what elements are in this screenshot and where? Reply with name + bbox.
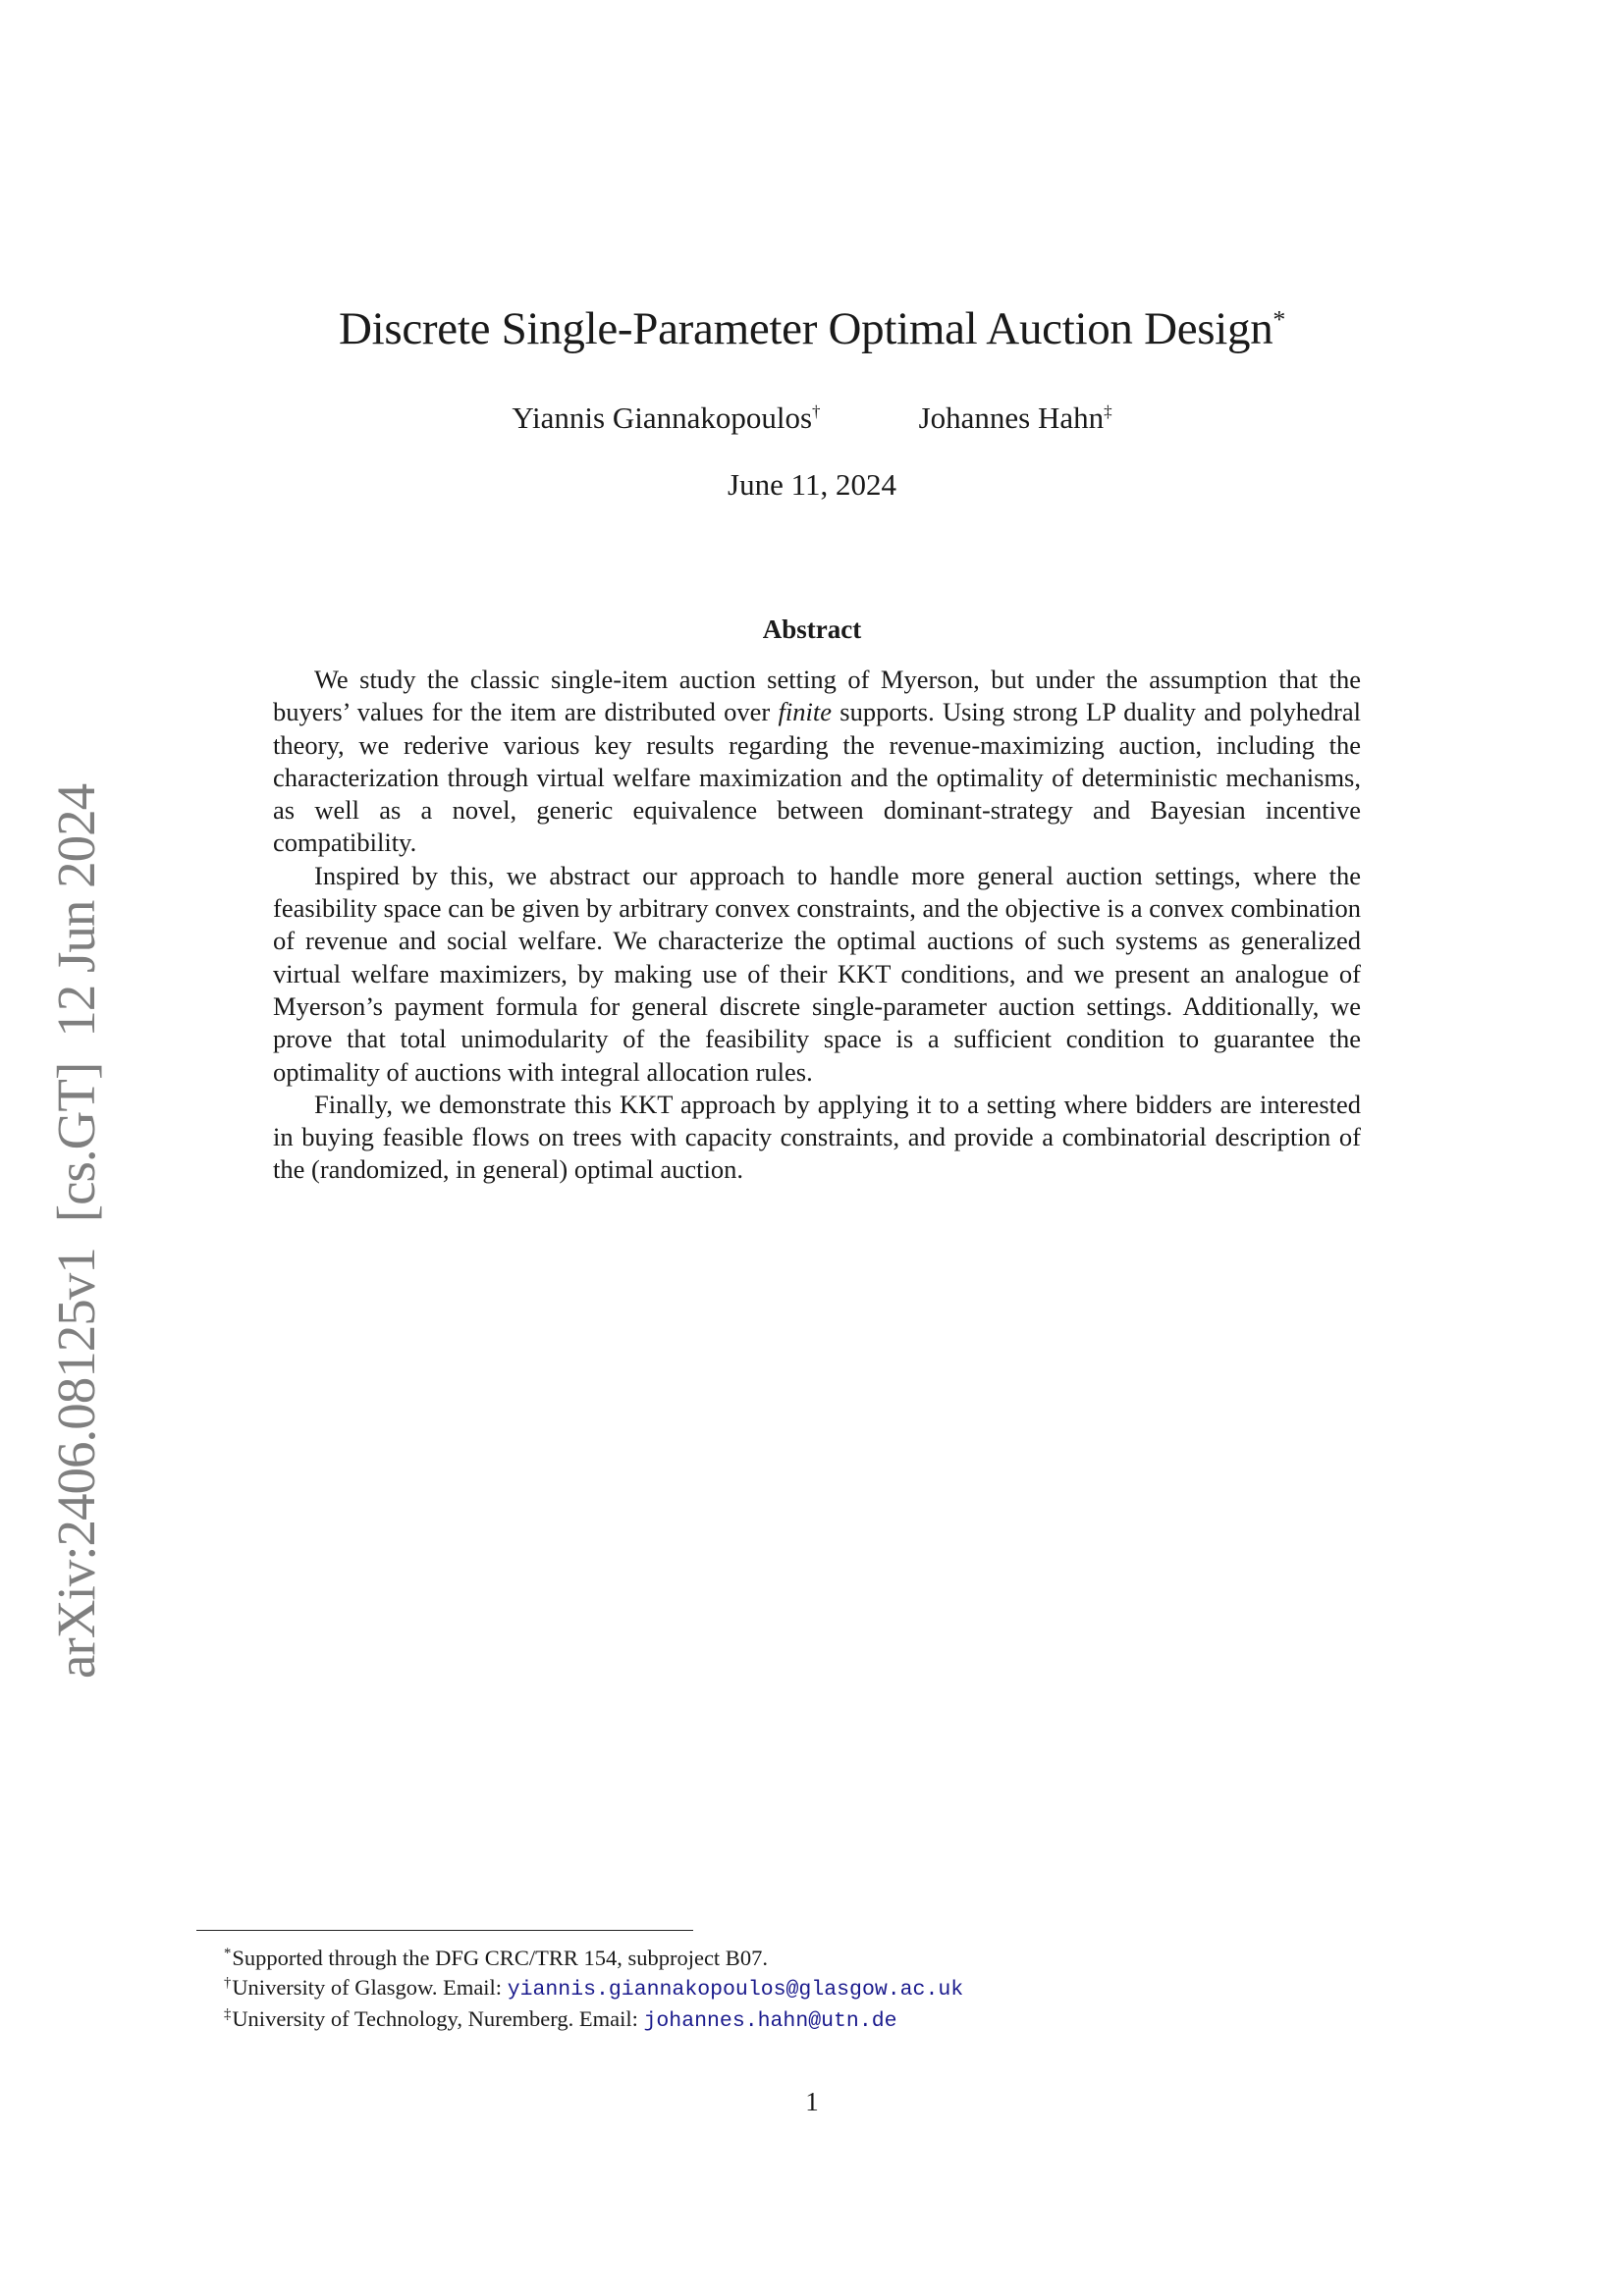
paper-title (0, 299, 1624, 358)
arxiv-date: 12 Jun 2024 (46, 783, 106, 1038)
abstract-text: supports. Using strong LP duality and polyhedral theory, we rederive various key results regarding the revenue-maximizing auction, including the characterization through virtual welfare maximization and the optimality of deterministic mechanisms, as well as a novel, generic equivalence between dominant-strategy and Bayesian incentive compatibility. (273, 697, 1361, 858)
email-link-giannakopoulos[interactable]: yiannis.giannakopoulos@glasgow.ac.uk (507, 1978, 964, 2002)
author-footnote-mark[interactable]: ‡ (1104, 401, 1112, 421)
author-1 (512, 399, 820, 438)
footnote-text: University of Glasgow. Email: (232, 1975, 508, 2000)
title-footnote-mark[interactable]: * (1272, 304, 1286, 334)
author-name: Yiannis Giannakopoulos (512, 400, 813, 435)
publication-date: June 11, 2024 (728, 467, 896, 502)
arxiv-id: arXiv:2406.08125v1 (46, 1248, 106, 1679)
paper-title-text: Discrete Single-Parameter Optimal Auction Design (338, 303, 1273, 354)
footnote-author-1 (224, 1973, 1402, 2004)
abstract-text: We study the classic single-item auction setting of Myerson, but under the assumption that the buyers’ values for the item are distributed over (273, 665, 1361, 727)
footnote-mark: † (224, 1974, 232, 1991)
footnote-mark: ‡ (224, 2005, 232, 2022)
footnotes (224, 1944, 1402, 2036)
arxiv-identifier-stamp (47, 707, 106, 1679)
arxiv-category: [cs.GT] (46, 1062, 106, 1223)
page-number: 1 (805, 2087, 819, 2116)
footnote-funding (224, 1944, 1402, 1973)
abstract-paragraph-3: Finally, we demonstrate this KKT approach by applying it to a setting where bidders are interested in buying feasible flows on trees with capacity constraints, and provide a combinatorial description of the (randomized, in general) optimal auction. (273, 1089, 1361, 1185)
emphasis-finite: finite (778, 697, 832, 727)
footnote-author-2 (224, 2004, 1402, 2036)
abstract-paragraph-1 (273, 664, 1361, 860)
author-name: Johannes Hahn (918, 400, 1105, 435)
footnote-divider (196, 1930, 693, 1931)
abstract-body (273, 664, 1361, 1187)
author-2 (919, 399, 1112, 438)
abstract-heading: Abstract (762, 614, 862, 644)
abstract-paragraph-2: Inspired by this, we abstract our approach to handle more general auction settings, where the feasibility space can be given by arbitrary convex constraints, and the objective is a convex combination of revenue and social welfare. We characterize the optimal auctions of such systems as generalized virtual welfare maximizers, by making use of their KKT conditions, and we present an analogue of Myerson’s payment formula for general discrete single-parameter auction settings. Additionally, we prove that total unimodularity of the feasibility space is a sufficient condition to guarantee the optimality of auctions with integral allocation rules. (273, 860, 1361, 1087)
email-link-hahn[interactable]: johannes.hahn@utn.de (643, 2009, 897, 2033)
footnote-mark: * (224, 1945, 232, 1961)
author-footnote-mark[interactable]: † (812, 401, 821, 421)
footnote-text: University of Technology, Nuremberg. Email: (232, 2006, 644, 2031)
footnote-text: Supported through the DFG CRC/TRR 154, subproject B07. (232, 1946, 768, 1970)
author-list (0, 399, 1624, 438)
